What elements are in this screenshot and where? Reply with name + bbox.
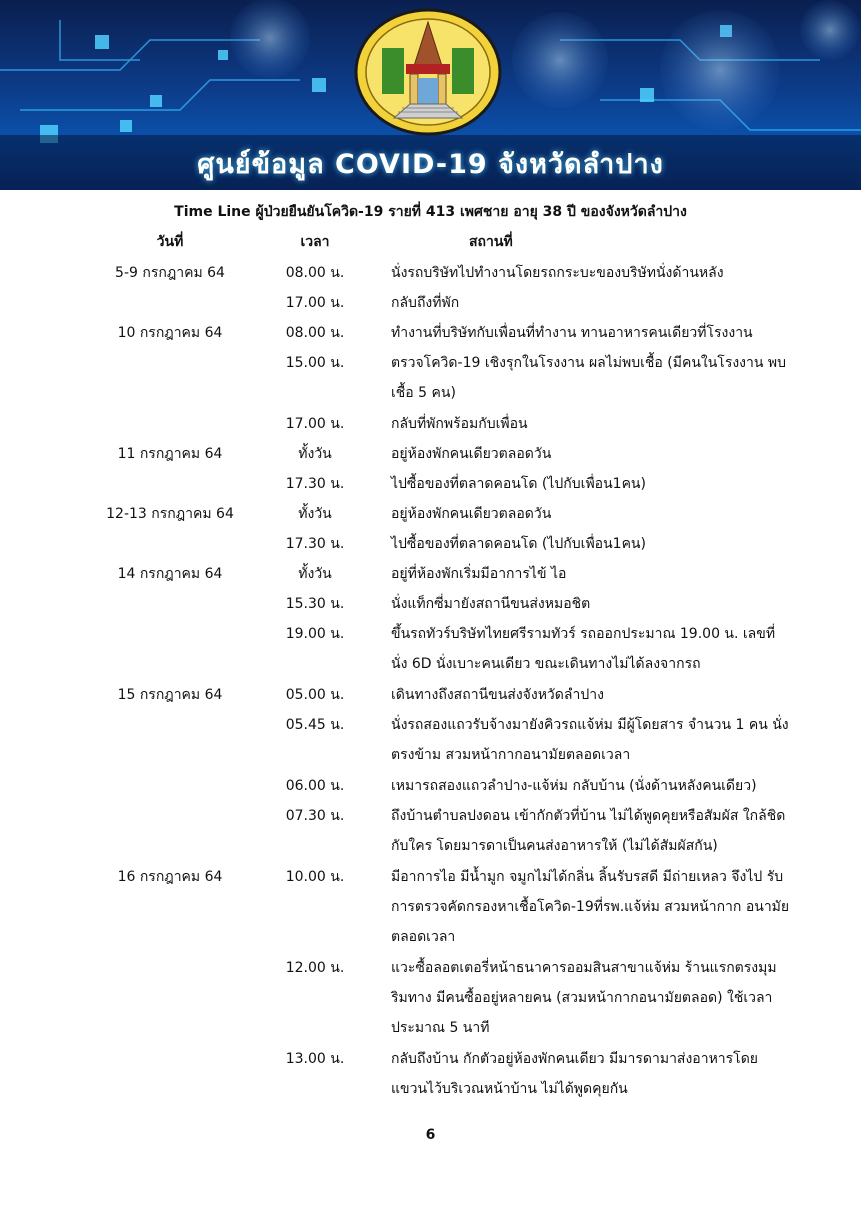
table-row <box>0 862 861 953</box>
row-place: อยู่ที่ห้องพักเริ่มมีอาการไข้ ไอ <box>391 566 567 582</box>
table-row <box>0 409 861 439</box>
row-time: 06.00 น. <box>285 778 345 794</box>
table-row <box>0 288 861 318</box>
lampang-province-seal <box>354 8 502 136</box>
timeline-table <box>0 258 861 1105</box>
row-place: แวะซื้อลอตเตอรี่หน้าธนาคารออมสินสาขาแจ้ห่ม ร้านแรกตรงมุม ริมทาง มีคนซื้ออยู่หลายคน (สวมหน้ากากอนามัยตลอด) ใช้เวลา ประมาณ 5 นาที <box>391 960 777 1036</box>
row-place: ไปซื้อของที่ตลาดคอนโด (ไปกับเพื่อน1คน) <box>391 536 646 552</box>
row-place: กลับถึงที่พัก <box>391 295 460 311</box>
row-date: 5-9 กรกฎาคม 64 <box>115 265 225 281</box>
row-time: ทั้งวัน <box>298 506 332 522</box>
row-place: อยู่ห้องพักคนเดียวตลอดวัน <box>391 446 552 462</box>
table-row <box>0 680 861 710</box>
row-place: อยู่ห้องพักคนเดียวตลอดวัน <box>391 506 552 522</box>
column-header-date: วันที่ <box>156 234 184 250</box>
column-header-time: เวลา <box>300 234 330 250</box>
row-time: 17.00 น. <box>285 416 345 432</box>
table-row <box>0 318 861 348</box>
table-row <box>0 710 861 771</box>
row-time: 17.30 น. <box>285 536 345 552</box>
row-time: 07.30 น. <box>285 808 345 824</box>
header-banner <box>0 0 861 190</box>
row-time: 17.30 น. <box>285 476 345 492</box>
row-date: 12-13 กรกฎาคม 64 <box>106 506 234 522</box>
row-time: 15.00 น. <box>285 355 345 371</box>
row-place: ไปซื้อของที่ตลาดคอนโด (ไปกับเพื่อน1คน) <box>391 476 646 492</box>
row-place: นั่งรถบริษัทไปทำงานโดยรถกระบะของบริษัทนั่งด้านหลัง <box>391 265 724 281</box>
row-date: 16 กรกฎาคม 64 <box>117 869 223 885</box>
row-time: 13.00 น. <box>285 1051 345 1067</box>
table-row <box>0 559 861 589</box>
table-row <box>0 258 861 288</box>
page-number: 6 <box>425 1127 436 1143</box>
row-place: ขึ้นรถทัวร์บริษัทไทยศรีรามทัวร์ รถออกประมาณ 19.00 น. เลขที่นั่ง 6D นั่งเบาะคนเดียว ขณะเดินทางไม่ได้ลงจากรถ <box>391 626 776 672</box>
table-row <box>0 619 861 680</box>
row-place: กลับที่พักพร้อมกับเพื่อน <box>391 416 528 432</box>
row-time: 17.00 น. <box>285 295 345 311</box>
table-row <box>0 801 861 862</box>
row-time: 19.00 น. <box>285 626 345 642</box>
document-title: Time Line ผู้ป่วยยืนยันโควิด-19 รายที่ 413 เพศชาย อายุ 38 ปี ของจังหวัดลำปาง <box>174 204 687 220</box>
row-date: 14 กรกฎาคม 64 <box>117 566 223 582</box>
row-time: ทั้งวัน <box>298 446 332 462</box>
row-place: เดินทางถึงสถานีขนส่งจังหวัดลำปาง <box>391 687 604 703</box>
table-row <box>0 771 861 801</box>
row-place: มีอาการไอ มีน้ำมูก จมูกไม่ได้กลิ่น ลิ้นรับรสดี มีถ่ายเหลว จึงไป รับการตรวจคัดกรองหาเชื้อโควิด-19ที่รพ.แจ้ห่ม สวมหน้ากาก อนามัยตลอดเวลา <box>391 869 790 945</box>
table-row <box>0 953 861 1044</box>
row-place: ทำงานที่บริษัทกับเพื่อนที่ทำงาน ทานอาหารคนเดียวที่โรงงาน <box>391 325 753 341</box>
banner-title: ศูนย์ข้อมูล COVID-19 จังหวัดลำปาง <box>197 149 664 180</box>
row-date: 11 กรกฎาคม 64 <box>117 446 223 462</box>
row-place: เหมารถสองแถวลำปาง-แจ้ห่ม กลับบ้าน (นั่งด้านหลังคนเดียว) <box>391 778 757 794</box>
row-time: 15.30 น. <box>285 596 345 612</box>
table-row <box>0 348 861 409</box>
table-row <box>0 499 861 529</box>
row-place: ถึงบ้านตำบลปงดอน เข้ากักตัวที่บ้าน ไม่ได้พูดคุยหรือสัมผัส ใกล้ชิดกับใคร โดยมารดาเป็นคนส่งอาหารให้ (ไม่ได้สัมผัสกัน) <box>391 808 786 854</box>
table-row <box>0 589 861 619</box>
row-time: 12.00 น. <box>285 960 345 976</box>
row-place: นั่งแท็กซี่มายังสถานีขนส่งหมอชิต <box>391 596 591 612</box>
row-place: กลับถึงบ้าน กักตัวอยู่ห้องพักคนเดียว มีมารดามาส่งอาหารโดย แขวนไว้บริเวณหน้าบ้าน ไม่ได้พูดคุยกัน <box>391 1051 759 1097</box>
column-header-place: สถานที่ <box>469 234 513 250</box>
row-time: ทั้งวัน <box>298 566 332 582</box>
table-row <box>0 469 861 499</box>
table-row <box>0 439 861 469</box>
table-row <box>0 529 861 559</box>
row-time: 08.00 น. <box>285 265 345 281</box>
row-place: ตรวจโควิด-19 เชิงรุกในโรงงาน ผลไม่พบเชื้อ (มีคนในโรงงาน พบเชื้อ 5 คน) <box>391 355 787 401</box>
row-place: นั่งรถสองแถวรับจ้างมายังคิวรถแจ้ห่ม มีผู้โดยสาร จำนวน 1 คน นั่งตรงข้าม สวมหน้ากากอนามัยตลอดเวลา <box>391 717 789 763</box>
row-date: 15 กรกฎาคม 64 <box>117 687 223 703</box>
row-time: 10.00 น. <box>285 869 345 885</box>
row-time: 05.45 น. <box>285 717 345 733</box>
row-time: 05.00 น. <box>285 687 345 703</box>
table-row <box>0 1044 861 1105</box>
row-time: 08.00 น. <box>285 325 345 341</box>
row-date: 10 กรกฎาคม 64 <box>117 325 223 341</box>
